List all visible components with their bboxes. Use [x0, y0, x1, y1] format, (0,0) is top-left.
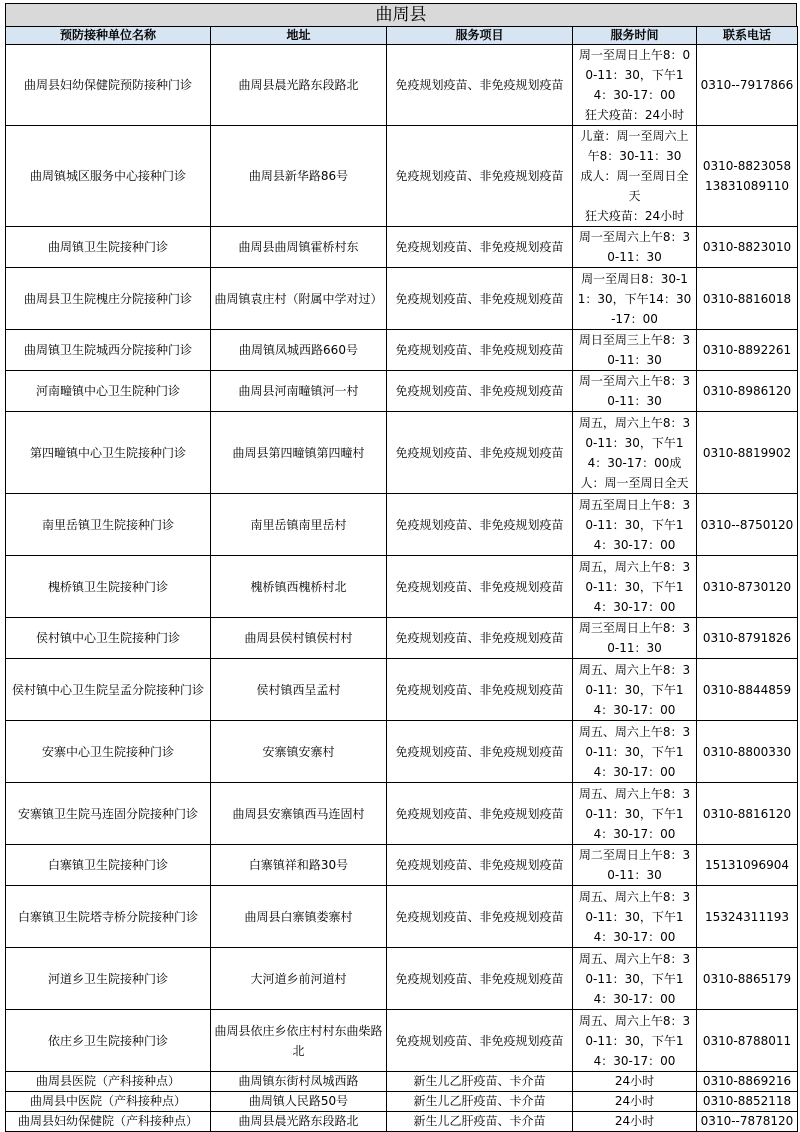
cell-unit-name: 依庄乡卫生院接种门诊 — [6, 1010, 211, 1072]
cell-address: 曲周县依庄乡依庄村村东曲柴路北 — [211, 1010, 387, 1072]
cell-service: 免疫规划疫苗、非免疫规划疫苗 — [387, 948, 573, 1010]
sheet-title: 曲周县 — [5, 3, 797, 26]
cell-address: 曲周县曲周镇霍桥村东 — [211, 227, 387, 268]
cell-address: 曲周县河南疃镇河一村 — [211, 371, 387, 412]
phone-number: 0310--7878120 — [700, 1114, 794, 1128]
phone-number: 0310-8823010 — [702, 240, 792, 254]
service-time-line: 周一至周日8：30-11：30，下午14：30-17：00 — [577, 271, 692, 326]
cell-service-time — [573, 783, 697, 845]
service-time-line: 周一至周六上午8：30-11：30 — [578, 374, 691, 408]
service-time-line: 成人：周一至周日全天 — [580, 169, 689, 203]
cell-service: 免疫规划疫苗、非免疫规划疫苗 — [387, 618, 573, 659]
cell-address: 曲周县晨光路东段路北 — [211, 1112, 387, 1132]
cell-service-time — [573, 371, 697, 412]
cell-service-time — [573, 330, 697, 371]
cell-phone — [697, 556, 798, 618]
cell-address: 大河道乡前河道村 — [211, 948, 387, 1010]
table-body — [6, 45, 798, 1132]
service-time-line: 24小时 — [614, 1114, 655, 1128]
table-row — [6, 618, 798, 659]
cell-unit-name: 曲周县妇幼保健院（产科接种点） — [6, 1112, 211, 1132]
table-header-row — [6, 27, 798, 45]
service-time-line: 周五、周六上午8：30-11：30，下午14：30-17：00 — [578, 724, 691, 779]
cell-service-time — [573, 1112, 697, 1132]
service-time-line: 狂犬疫苗：24小时 — [584, 209, 685, 223]
cell-service-time — [573, 1072, 697, 1092]
cell-phone — [697, 1092, 798, 1112]
cell-service-time — [573, 412, 697, 494]
cell-unit-name: 河道乡卫生院接种门诊 — [6, 948, 211, 1010]
table-row — [6, 412, 798, 494]
table-row — [6, 845, 798, 886]
cell-phone — [697, 845, 798, 886]
cell-service: 免疫规划疫苗、非免疫规划疫苗 — [387, 783, 573, 845]
table-row — [6, 227, 798, 268]
cell-phone — [697, 1112, 798, 1132]
cell-unit-name: 槐桥镇卫生院接种门诊 — [6, 556, 211, 618]
cell-service: 免疫规划疫苗、非免疫规划疫苗 — [387, 371, 573, 412]
header-service-time: 服务时间 — [573, 27, 697, 45]
phone-number: 0310-8819902 — [702, 445, 792, 460]
cell-service: 免疫规划疫苗、非免疫规划疫苗 — [387, 494, 573, 556]
service-time-line: 周五至周日上午8：30-11：30，下午14：30-17：00 — [578, 497, 691, 552]
table-row — [6, 721, 798, 783]
service-time-line: 周五，周六上午8：30-11：30，下午14：30-17：00成人：周一至周日全天 — [578, 415, 691, 490]
table-row — [6, 1092, 798, 1112]
cell-address: 曲周县侯村镇侯村村 — [211, 618, 387, 659]
service-time-line: 24小时 — [614, 1094, 655, 1108]
cell-unit-name: 第四疃镇中心卫生院接种门诊 — [6, 412, 211, 494]
cell-unit-name: 白寨镇卫生院塔寺桥分院接种门诊 — [6, 886, 211, 948]
service-time-line: 周五，周六上午8：30-11：30，下午14：30-17：00 — [578, 559, 691, 614]
phone-number: 0310-8800330 — [702, 744, 792, 759]
cell-service: 免疫规划疫苗、非免疫规划疫苗 — [387, 886, 573, 948]
phone-number: 15131096904 — [705, 858, 789, 872]
cell-phone — [697, 659, 798, 721]
service-time-line: 周五、周六上午8：30-11：30，下午14：30-17：00 — [578, 786, 691, 841]
cell-service-time — [573, 1010, 697, 1072]
cell-service: 新生儿乙肝疫苗、卡介苗 — [387, 1092, 573, 1112]
phone-number: 0310--7917866 — [700, 78, 794, 92]
cell-service-time — [573, 45, 697, 126]
cell-unit-name: 安寨镇卫生院马连固分院接种门诊 — [6, 783, 211, 845]
header-unit-name: 预防接种单位名称 — [6, 27, 211, 45]
cell-unit-name: 河南疃镇中心卫生院种门诊 — [6, 371, 211, 412]
phone-number: 0310-8986120 — [702, 384, 792, 398]
cell-phone — [697, 618, 798, 659]
cell-unit-name: 曲周镇城区服务中心接种门诊 — [6, 126, 211, 227]
cell-unit-name: 白寨镇卫生院接种门诊 — [6, 845, 211, 886]
header-address: 地址 — [211, 27, 387, 45]
cell-service: 新生儿乙肝疫苗、卡介苗 — [387, 1112, 573, 1132]
phone-number: 0310--8750120 — [700, 517, 794, 532]
cell-unit-name: 侯村镇中心卫生院呈孟分院接种门诊 — [6, 659, 211, 721]
service-time-line: 周五、周六上午8：30-11：30，下午14：30-17：00 — [578, 951, 691, 1006]
cell-unit-name: 曲周县妇幼保健院预防接种门诊 — [6, 45, 211, 126]
cell-service-time — [573, 886, 697, 948]
cell-service-time — [573, 1092, 697, 1112]
phone-number: 0310-8788011 — [702, 1033, 792, 1048]
cell-address: 侯村镇西呈孟村 — [211, 659, 387, 721]
cell-address: 曲周镇东街村凤城西路 — [211, 1072, 387, 1092]
cell-service: 免疫规划疫苗、非免疫规划疫苗 — [387, 721, 573, 783]
cell-service-time — [573, 618, 697, 659]
phone-number: 15324311193 — [705, 909, 789, 924]
table-row — [6, 45, 798, 126]
cell-service-time — [573, 556, 697, 618]
service-time-line: 周五、周六上午8：30-11：30，下午14：30-17：00 — [578, 1013, 691, 1068]
phone-number: 0310-8869216 — [702, 1074, 792, 1088]
cell-phone — [697, 1072, 798, 1092]
cell-phone — [697, 227, 798, 268]
service-time-line: 周一至周六上午8：30-11：30 — [578, 230, 691, 264]
cell-unit-name: 安寨中心卫生院接种门诊 — [6, 721, 211, 783]
phone-number: 13831089110 — [705, 179, 789, 193]
phone-number: 0310-8730120 — [702, 579, 792, 594]
cell-service-time — [573, 721, 697, 783]
phone-number: 0310-8816120 — [702, 806, 792, 821]
service-time-line: 周日至周三上午8：30-11：30 — [578, 333, 691, 367]
cell-phone — [697, 330, 798, 371]
cell-address: 曲周县安寨镇西马连固村 — [211, 783, 387, 845]
header-service: 服务项目 — [387, 27, 573, 45]
cell-service: 免疫规划疫苗、非免疫规划疫苗 — [387, 45, 573, 126]
cell-phone — [697, 126, 798, 227]
service-time-line: 狂犬疫苗：24小时 — [584, 108, 685, 122]
cell-service-time — [573, 268, 697, 330]
cell-address: 曲周镇人民路50号 — [211, 1092, 387, 1112]
cell-service: 免疫规划疫苗、非免疫规划疫苗 — [387, 126, 573, 227]
service-time-line: 周三至周日上午8：30-11：30 — [578, 621, 691, 655]
vaccination-table — [5, 26, 798, 1132]
vaccination-sites-sheet — [5, 3, 797, 1132]
cell-unit-name: 曲周镇卫生院接种门诊 — [6, 227, 211, 268]
cell-unit-name: 曲周县中医院（产科接种点） — [6, 1092, 211, 1112]
service-time-line: 周一至周日上午8：00-11：30，下午14：30-17：00 — [578, 48, 691, 102]
cell-phone — [697, 721, 798, 783]
cell-phone — [697, 886, 798, 948]
cell-phone — [697, 1010, 798, 1072]
table-row — [6, 268, 798, 330]
phone-number: 0310-8865179 — [702, 971, 792, 986]
phone-number: 0310-8816018 — [702, 291, 792, 306]
service-time-line: 周二至周日上午8：30-11：30 — [578, 848, 691, 882]
table-row — [6, 371, 798, 412]
cell-service-time — [573, 659, 697, 721]
header-phone: 联系电话 — [697, 27, 798, 45]
cell-service-time — [573, 948, 697, 1010]
cell-address: 曲周县新华路86号 — [211, 126, 387, 227]
phone-number: 0310-8852118 — [702, 1094, 792, 1108]
cell-phone — [697, 948, 798, 1010]
cell-service: 免疫规划疫苗、非免疫规划疫苗 — [387, 556, 573, 618]
table-row — [6, 556, 798, 618]
cell-address: 曲周镇凤城西路660号 — [211, 330, 387, 371]
table-row — [6, 659, 798, 721]
table-row — [6, 494, 798, 556]
cell-address: 白寨镇祥和路30号 — [211, 845, 387, 886]
table-row — [6, 948, 798, 1010]
table-row — [6, 783, 798, 845]
cell-phone — [697, 45, 798, 126]
cell-unit-name: 曲周县卫生院槐庄分院接种门诊 — [6, 268, 211, 330]
cell-address: 安寨镇安寨村 — [211, 721, 387, 783]
phone-number: 0310-8892261 — [702, 343, 792, 357]
cell-service: 免疫规划疫苗、非免疫规划疫苗 — [387, 227, 573, 268]
phone-number: 0310-8823058 — [702, 159, 792, 173]
cell-service: 免疫规划疫苗、非免疫规划疫苗 — [387, 659, 573, 721]
cell-address: 曲周县第四疃镇第四疃村 — [211, 412, 387, 494]
cell-address: 槐桥镇西槐桥村北 — [211, 556, 387, 618]
cell-phone — [697, 494, 798, 556]
cell-service: 免疫规划疫苗、非免疫规划疫苗 — [387, 330, 573, 371]
table-row — [6, 1010, 798, 1072]
cell-service: 免疫规划疫苗、非免疫规划疫苗 — [387, 412, 573, 494]
cell-unit-name: 曲周镇卫生院城西分院接种门诊 — [6, 330, 211, 371]
service-time-line: 儿童：周一至周六上午8：30-11：30 — [580, 129, 689, 163]
table-row — [6, 126, 798, 227]
cell-phone — [697, 268, 798, 330]
phone-number: 0310-8791826 — [702, 631, 792, 645]
table-row — [6, 330, 798, 371]
cell-address: 南里岳镇南里岳村 — [211, 494, 387, 556]
cell-phone — [697, 412, 798, 494]
service-time-line: 周五、周六上午8：30-11：30，下午14：30-17：00 — [578, 662, 691, 717]
cell-address: 曲周县晨光路东段路北 — [211, 45, 387, 126]
cell-service: 免疫规划疫苗、非免疫规划疫苗 — [387, 845, 573, 886]
service-time-line: 24小时 — [614, 1074, 655, 1088]
phone-number: 0310-8844859 — [702, 682, 792, 697]
cell-phone — [697, 371, 798, 412]
cell-unit-name: 南里岳镇卫生院接种门诊 — [6, 494, 211, 556]
cell-service-time — [573, 845, 697, 886]
cell-address: 曲周县白寨镇娄寨村 — [211, 886, 387, 948]
cell-unit-name: 曲周县医院（产科接种点） — [6, 1072, 211, 1092]
table-row — [6, 1112, 798, 1132]
cell-service: 新生儿乙肝疫苗、卡介苗 — [387, 1072, 573, 1092]
cell-service: 免疫规划疫苗、非免疫规划疫苗 — [387, 268, 573, 330]
cell-service-time — [573, 126, 697, 227]
cell-address: 曲周镇袁庄村（附属中学对过） — [211, 268, 387, 330]
cell-service-time — [573, 494, 697, 556]
table-row — [6, 886, 798, 948]
cell-phone — [697, 783, 798, 845]
cell-service: 免疫规划疫苗、非免疫规划疫苗 — [387, 1010, 573, 1072]
service-time-line: 周五、周六上午8：30-11：30，下午14：30-17：00 — [578, 889, 691, 944]
cell-service-time — [573, 227, 697, 268]
cell-unit-name: 侯村镇中心卫生院接种门诊 — [6, 618, 211, 659]
table-row — [6, 1072, 798, 1092]
